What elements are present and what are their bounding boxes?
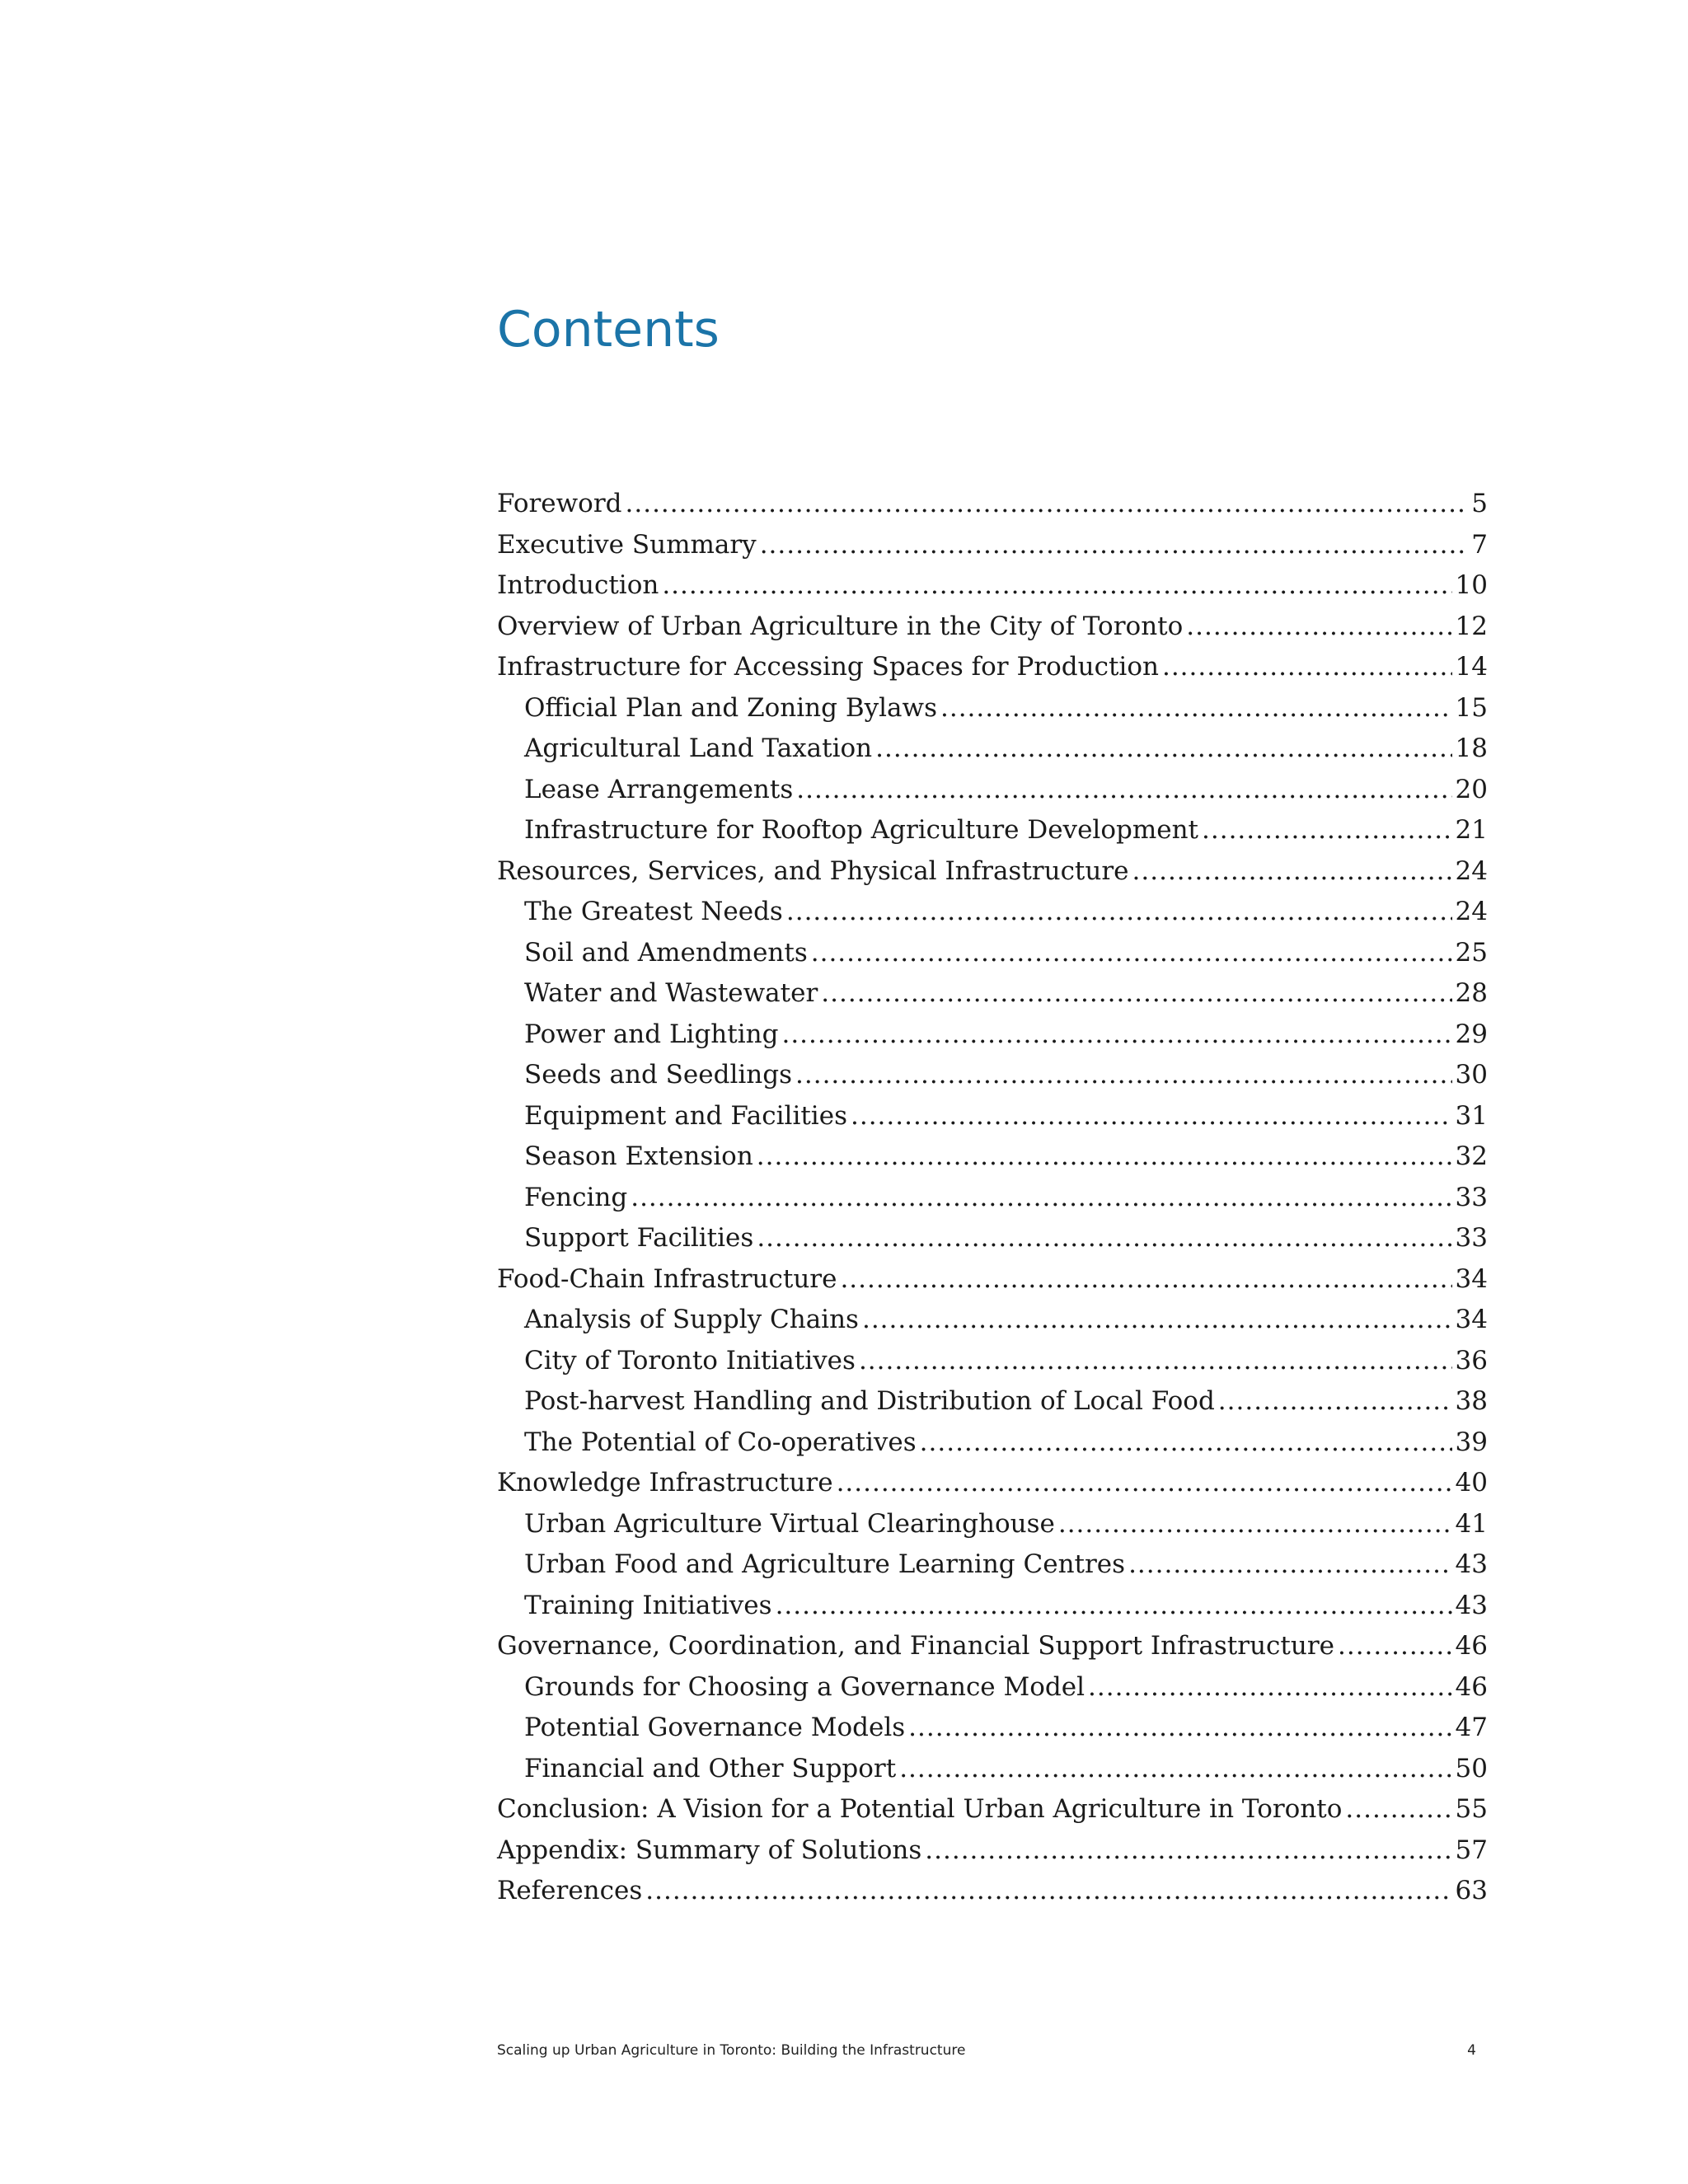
toc-entry-label: References bbox=[497, 1876, 643, 1905]
toc-entry-page-number: 46 bbox=[1455, 1631, 1488, 1661]
toc-dot-leader bbox=[1338, 1631, 1452, 1661]
toc-dot-leader bbox=[920, 1427, 1452, 1457]
toc-entry-label: Infrastructure for Accessing Spaces for Production bbox=[497, 652, 1159, 682]
toc-entry[interactable] bbox=[497, 856, 1488, 898]
toc-entry-page-number: 34 bbox=[1455, 1305, 1488, 1334]
toc-dot-leader bbox=[796, 775, 1451, 804]
toc-entry-label: Season Extension bbox=[524, 1141, 753, 1171]
toc-entry[interactable] bbox=[497, 1386, 1488, 1427]
toc-dot-leader bbox=[851, 1101, 1452, 1131]
toc-entry[interactable] bbox=[497, 775, 1488, 816]
table-of-contents bbox=[497, 489, 1488, 1917]
toc-entry-page-number: 10 bbox=[1455, 570, 1488, 600]
toc-entry-page-number: 33 bbox=[1455, 1223, 1488, 1253]
toc-entry-label: Governance, Coordination, and Financial Support Infrastructure bbox=[497, 1631, 1334, 1661]
toc-entry-page-number: 33 bbox=[1455, 1182, 1488, 1212]
toc-entry-page-number: 57 bbox=[1455, 1835, 1488, 1865]
toc-entry[interactable] bbox=[497, 733, 1488, 775]
toc-entry[interactable] bbox=[497, 1876, 1488, 1917]
toc-entry-label: Urban Food and Agriculture Learning Centres bbox=[524, 1549, 1126, 1579]
toc-entry-label: Official Plan and Zoning Bylaws bbox=[524, 692, 937, 723]
toc-dot-leader bbox=[1218, 1386, 1452, 1416]
toc-dot-leader bbox=[760, 530, 1469, 560]
toc-dot-leader bbox=[1128, 1549, 1451, 1579]
toc-entry[interactable] bbox=[497, 1468, 1488, 1509]
toc-dot-leader bbox=[781, 1019, 1451, 1049]
toc-entry-page-number: 40 bbox=[1455, 1468, 1488, 1497]
toc-entry[interactable] bbox=[497, 1754, 1488, 1795]
toc-dot-leader bbox=[1132, 856, 1452, 886]
toc-entry[interactable] bbox=[497, 1794, 1488, 1835]
toc-entry[interactable] bbox=[497, 938, 1488, 979]
toc-entry-page-number: 43 bbox=[1455, 1549, 1488, 1579]
toc-entry-page-number: 46 bbox=[1455, 1671, 1488, 1702]
toc-entry-label: Executive Summary bbox=[497, 529, 757, 560]
toc-entry[interactable] bbox=[497, 1427, 1488, 1469]
toc-entry[interactable] bbox=[497, 1264, 1488, 1305]
toc-entry[interactable] bbox=[497, 1019, 1488, 1061]
toc-entry-page-number: 24 bbox=[1455, 897, 1488, 926]
toc-dot-leader bbox=[757, 1223, 1451, 1253]
toc-entry[interactable] bbox=[497, 1060, 1488, 1101]
toc-entry[interactable] bbox=[497, 815, 1488, 856]
toc-entry-page-number: 55 bbox=[1455, 1794, 1488, 1824]
toc-entry-page-number: 29 bbox=[1455, 1019, 1488, 1049]
toc-entry-label: Lease Arrangements bbox=[524, 774, 794, 804]
toc-entry-page-number: 21 bbox=[1455, 815, 1488, 845]
toc-entry[interactable] bbox=[497, 1631, 1488, 1672]
toc-dot-leader bbox=[908, 1713, 1451, 1742]
toc-entry-label: Seeds and Seedlings bbox=[524, 1060, 793, 1090]
toc-entry-label: City of Toronto Initiatives bbox=[524, 1345, 856, 1376]
toc-entry[interactable] bbox=[497, 1183, 1488, 1224]
toc-entry-page-number: 50 bbox=[1455, 1753, 1488, 1783]
toc-entry-page-number: 12 bbox=[1455, 611, 1488, 641]
toc-entry[interactable] bbox=[497, 1101, 1488, 1142]
toc-entry-label: Fencing bbox=[524, 1182, 628, 1212]
toc-dot-leader bbox=[1345, 1794, 1451, 1824]
toc-entry-page-number: 47 bbox=[1455, 1713, 1488, 1742]
toc-dot-leader bbox=[1186, 612, 1451, 641]
toc-dot-leader bbox=[1162, 652, 1452, 682]
toc-dot-leader bbox=[1058, 1509, 1452, 1539]
toc-entry-page-number: 43 bbox=[1455, 1590, 1488, 1620]
toc-dot-leader bbox=[875, 733, 1451, 763]
toc-entry-page-number: 39 bbox=[1455, 1427, 1488, 1457]
toc-entry-page-number: 28 bbox=[1455, 978, 1488, 1008]
toc-dot-leader bbox=[811, 938, 1452, 968]
toc-entry-page-number: 36 bbox=[1455, 1345, 1488, 1376]
toc-entry-label: Support Facilities bbox=[524, 1223, 754, 1253]
toc-entry[interactable] bbox=[497, 693, 1488, 734]
toc-entry-label: Infrastructure for Rooftop Agriculture Development bbox=[524, 815, 1199, 845]
toc-entry-label: Potential Governance Models bbox=[524, 1713, 906, 1742]
toc-dot-leader bbox=[757, 1141, 1452, 1171]
toc-entry[interactable] bbox=[497, 1835, 1488, 1877]
toc-entry[interactable] bbox=[497, 1141, 1488, 1183]
toc-entry[interactable] bbox=[497, 978, 1488, 1019]
toc-entry[interactable] bbox=[497, 652, 1488, 693]
toc-entry-label: Resources, Services, and Physical Infrastructure bbox=[497, 855, 1129, 886]
toc-entry-page-number: 5 bbox=[1471, 489, 1488, 518]
footer-title: Scaling up Urban Agriculture in Toronto: Building the Infrastructure bbox=[497, 2042, 966, 2059]
toc-entry-label: Training Initiatives bbox=[524, 1590, 772, 1620]
toc-dot-leader bbox=[1088, 1672, 1452, 1702]
toc-entry-page-number: 41 bbox=[1455, 1508, 1488, 1539]
toc-entry[interactable] bbox=[497, 530, 1488, 571]
toc-entry[interactable] bbox=[497, 1591, 1488, 1632]
toc-dot-leader bbox=[840, 1264, 1451, 1294]
toc-entry-label: Overview of Urban Agriculture in the City of Toronto bbox=[497, 611, 1184, 641]
toc-entry[interactable] bbox=[497, 1223, 1488, 1264]
toc-entry[interactable] bbox=[497, 897, 1488, 938]
toc-dot-leader bbox=[837, 1468, 1452, 1497]
toc-entry-label: The Potential of Co-operatives bbox=[524, 1427, 917, 1457]
toc-entry-page-number: 15 bbox=[1455, 692, 1488, 723]
toc-entry-label: Introduction bbox=[497, 570, 659, 600]
toc-entry[interactable] bbox=[497, 612, 1488, 653]
toc-entry-label: Soil and Amendments bbox=[524, 937, 808, 968]
toc-entry[interactable] bbox=[497, 1305, 1488, 1346]
toc-entry[interactable] bbox=[497, 570, 1488, 612]
toc-entry-page-number: 20 bbox=[1455, 774, 1488, 804]
toc-dot-leader bbox=[1202, 815, 1452, 845]
toc-dot-leader bbox=[786, 897, 1452, 926]
toc-entry-page-number: 34 bbox=[1455, 1263, 1488, 1294]
toc-entry-label: Food-Chain Infrastructure bbox=[497, 1263, 837, 1294]
page-title: Contents bbox=[497, 301, 720, 359]
toc-entry-page-number: 30 bbox=[1455, 1060, 1488, 1090]
toc-entry-label: Knowledge Infrastructure bbox=[497, 1468, 833, 1497]
toc-entry-label: Equipment and Facilities bbox=[524, 1100, 847, 1131]
toc-entry-page-number: 25 bbox=[1455, 937, 1488, 968]
toc-entry[interactable] bbox=[497, 1346, 1488, 1387]
toc-entry[interactable] bbox=[497, 1549, 1488, 1591]
toc-entry-page-number: 63 bbox=[1455, 1876, 1488, 1905]
toc-entry-label: Urban Agriculture Virtual Clearinghouse bbox=[524, 1508, 1055, 1539]
toc-entry-label: Foreword bbox=[497, 489, 622, 518]
toc-entry-label: Analysis of Supply Chains bbox=[524, 1305, 859, 1334]
toc-entry-page-number: 24 bbox=[1455, 855, 1488, 886]
toc-dot-leader bbox=[662, 570, 1451, 600]
toc-entry-label: Conclusion: A Vision for a Potential Urban Agriculture in Toronto bbox=[497, 1794, 1343, 1824]
toc-entry-page-number: 38 bbox=[1455, 1386, 1488, 1416]
toc-dot-leader bbox=[862, 1305, 1452, 1334]
toc-entry-page-number: 31 bbox=[1455, 1100, 1488, 1131]
toc-dot-leader bbox=[626, 489, 1469, 518]
toc-entry-page-number: 32 bbox=[1455, 1141, 1488, 1171]
toc-entry[interactable] bbox=[497, 1713, 1488, 1754]
toc-entry-label: Appendix: Summary of Solutions bbox=[497, 1835, 922, 1865]
footer-page-number: 4 bbox=[1467, 2042, 1476, 2059]
toc-entry-page-number: 7 bbox=[1471, 529, 1488, 560]
toc-entry-label: Financial and Other Support bbox=[524, 1753, 897, 1783]
toc-entry-page-number: 14 bbox=[1455, 652, 1488, 682]
toc-dot-leader bbox=[795, 1060, 1452, 1090]
toc-entry[interactable] bbox=[497, 1509, 1488, 1550]
toc-entry-page-number: 18 bbox=[1455, 733, 1488, 763]
toc-dot-leader bbox=[859, 1346, 1452, 1376]
toc-dot-leader bbox=[776, 1591, 1452, 1620]
toc-dot-leader bbox=[631, 1183, 1451, 1212]
toc-dot-leader bbox=[899, 1754, 1451, 1783]
page-footer bbox=[497, 2042, 1476, 2059]
toc-dot-leader bbox=[821, 978, 1451, 1008]
toc-entry-label: Post-harvest Handling and Distribution of Local Food bbox=[524, 1386, 1215, 1416]
toc-entry-label: Power and Lighting bbox=[524, 1019, 779, 1049]
toc-entry-label: The Greatest Needs bbox=[524, 897, 783, 926]
toc-dot-leader bbox=[645, 1876, 1451, 1905]
toc-entry-label: Grounds for Choosing a Governance Model bbox=[524, 1671, 1085, 1702]
toc-dot-leader bbox=[940, 693, 1452, 723]
toc-entry[interactable] bbox=[497, 489, 1488, 530]
toc-entry-label: Water and Wastewater bbox=[524, 978, 818, 1008]
toc-entry-label: Agricultural Land Taxation bbox=[524, 733, 873, 763]
toc-entry[interactable] bbox=[497, 1672, 1488, 1713]
toc-dot-leader bbox=[925, 1835, 1451, 1865]
